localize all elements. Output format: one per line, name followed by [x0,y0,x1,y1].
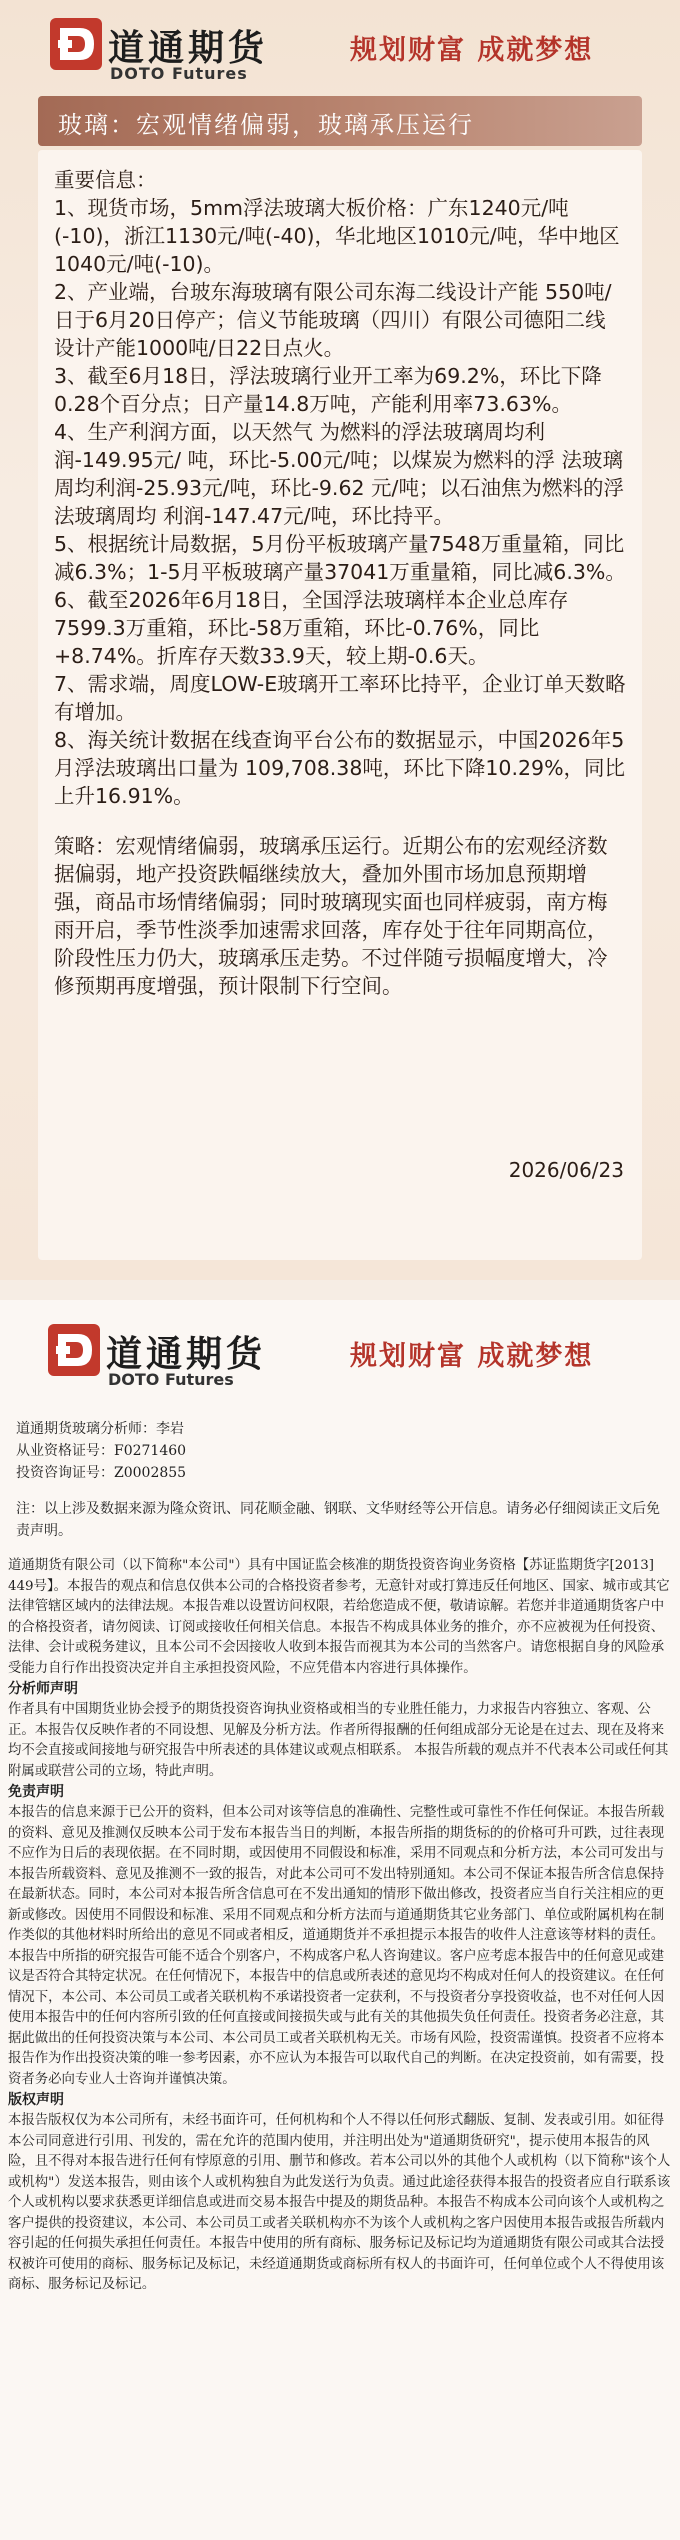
brand-slogan: 规划财富 成就梦想 [350,1341,594,1372]
consult-number: 投资咨询证号：Z0002855 [16,1465,187,1481]
brand-name-cn: 道通期货 [106,1333,267,1375]
brand-name-en: DOTO Futures [110,64,248,83]
info-item: 6、截至2026年6月18日，全国浮法玻璃样本企业总库存7599.3万重箱，环比-58万重箱，环比-0.76%，同比+8.74%。折库存天数33.9天，较上期-0.6天。 [54,588,569,668]
brand-slogan: 规划财富 成就梦想 [350,35,594,66]
license-number: 从业资格证号：F0271460 [16,1443,187,1459]
section-heading: 重要信息： [54,168,157,192]
report-card [38,150,642,1260]
data-source-note: 注：以上涉及数据来源为隆众资讯、同花顺金融、钢联、文华财经等公开信息。请务必仔细阅读正文后免责声明。 [16,1501,660,1539]
info-item: 2、产业端，台玻东海玻璃有限公司东海二线设计产能 550吨/日于6月20日停产；信义节能玻璃（四川）有限公司德阳二线 设计产能1000吨/日22日点火。 [54,280,612,360]
header-2 [0,1300,680,1400]
report-date: 2026/06/23 [508,1158,624,1182]
report-title-bar [38,96,642,146]
info-item: 4、生产利润方面，以天然气 为燃料的浮法玻璃周均利润-149.95元/ 吨，环比-5.00元/吨；以煤炭为燃料的浮 法玻璃周均利润-25.93元/吨，环比-9.62 元/吨；以石油焦为燃料的浮法玻璃周均 利润-147.47元/吨，环比持平。 [54,420,624,528]
report-content [54,166,626,1000]
copyright-body: 本报告版权仅为本公司所有，未经书面许可，任何机构和个人不得以任何形式翻版、复制、发表或引用。如征得本公司同意进行引用、刊发的，需在允许的范围内使用，并注明出处为"道通期货研究"，提示使用本报告的风险，且不得对本报告进行任何有悖原意的引用、删节和修改。若本公司以外的其他个人或机构（以下简称"该个人或机构"）发送本报告，则由该个人或机构独自为此发送行为负责。通过此途径获得本报告的投资者应自行联系该个人或机构以要求获悉更详细信息或进而交易本报告中提及的期货品种。本报告不构成本公司向该个人或机构之客户提供的投资建议，本公司、本公司员工或者关联机构亦不为该个人或机构之客户因使用本报告或报告所载内容引起的任何损失承担任何责任。本报告中使用的所有商标、服务标记及标记均为道通期货有限公司或其合法授权被许可使用的商标、服务标记及标记，未经道通期货或商标所有权人的书面许可，任何单位或个人不得使用该商标、服务标记及标记。 [8,2113,671,2292]
analyst-statement: 作者具有中国期货业协会授予的期货投资咨询执业资格或相当的专业胜任能力，力求报告内容独立、客观、公正。本报告仅反映作者的不同设想、见解及分析方法。作者所得报酬的任何组成部分无论是在过去、现在及将来均不会直接或间接地与研究报告中所表述的具体建议或观点相联系。 本报告所载的观点并不代表本公司或任何其附属或联营公司的立场，特此声明。 [8,1702,669,1779]
disclaimer-heading: 免责声明 [8,1784,64,1800]
header [0,0,680,90]
report-title: 玻璃：宏观情绪偏弱，玻璃承压运行 [58,111,474,139]
info-item: 8、海关统计数据在线查询平台公布的数据显示，中国2026年5月浮法玻璃出口量为 109,708.38吨，环比下降10.29%，同比上升16.91%。 [54,728,626,808]
legal-section [0,1300,680,2540]
disclaimer-body: 本报告的信息来源于已公开的资料，但本公司对该等信息的准确性、完整性或可靠性不作任何保证。本报告所载的资料、意见及推测仅反映本公司于发布本报告当日的判断，本报告所指的期货标的的价格可升可跌，过往表现不应作为日后的表现依据。在不同时期，或因使用不同假设和标准，采用不同观点和分析方法，本公司可发出与本报告所载资料、意见及推测不一致的报告，对此本公司可不发出特别通知。本公司不保证本报告所含信息保持在最新状态。同时，本公司对本报告所含信息可在不发出通知的情形下做出修改，投资者应当自行关注相应的更新或修改。因使用不同假设和标准、采用不同观点和分析方法而与道通期货其它业务部门、单位或附属机构在制作类似的其他材料时所给出的意见不同或者相反，道通期货并不承担提示本报告的收件人注意该等材料的责任。本报告中所指的研究报告可能不适合个别客户，不构成客户私人咨询建议。客户应考虑本报告中的任何意见或建议是否符合其特定状况。在任何情况下，本报告中的信息或所表述的意见均不构成对任何人的投资建议。在任何情况下，本公司、本公司员工或者关联机构不承诺投资者一定获利，不与投资者分享投资收益，也不对任何人因使用本报告中的任何内容所引致的任何直接或间接损失或与此有关的其他损失负任何责任。投资者务必注意，其据此做出的任何投资决策与本公司、本公司员工或者关联机构无关。市场有风险，投资需谨慎。投资者不应将本报告作为作出投资决策的唯一参考因素，亦不应认为本报告可以取代自己的判断。在决定投资前，如有需要，投资者务必向专业人士咨询并谨慎决策。 [8,1805,665,2087]
brand-name-cn: 道通期货 [108,27,269,69]
copyright-heading: 版权声明 [8,2092,64,2108]
doto-logo-icon [50,18,102,70]
strategy-text: 策略：宏观情绪偏弱，玻璃承压运行。近期公布的宏观经济数据偏弱，地产投资跌幅继续放大，叠加外围市场加息预期增强，商品市场情绪偏弱；同时玻璃现实面也同样疲弱，南方梅雨开启，季节性淡季加速需求回落，库存处于往年同期高位，阶段性压力仍大，玻璃承压走势。不过伴随亏损幅度增大，冷修预期再度增强，预计限制下行空间。 [54,834,608,998]
info-item: 1、现货市场，5mm浮法玻璃大板价格：广东1240元/吨(-10)，浙江1130元/吨(-40)，华北地区1010元/吨，华中地区1040元/吨(-10)。 [54,196,620,276]
doto-logo-icon [48,1324,100,1376]
info-item: 3、截至6月18日，浮法玻璃行业开工率为69.2%，环比下降0.28个百分点；日产量14.8万吨，产能利用率73.63%。 [54,364,602,416]
company-intro: 道通期货有限公司（以下简称"本公司"）具有中国证监会核准的期货投资咨询业务资格【苏证监期货字[2013] 449号】。本报告的观点和信息仅供本公司的合格投资者参考，无意针对或打算违反任何地区、国家、城市或其它法律管辖区域内的法律法规。本报告难以设置访问权限，若给您造成不便，敬请谅解。若您并非道通期货客户中的合格投资者，请勿阅读、订阅或接收任何相关信息。本报告不构成具体业务的推介，亦不应被视为任何投资、法律、会计或税务建议，且本公司不会因接收人收到本报告而视其为本公司的当然客户。请您根据自身的风险承受能力自行作出投资决定并自主承担投资风险，不应凭借本内容进行具体操作。 [8,1558,670,1676]
analyst-name: 道通期货玻璃分析师：李岩 [16,1421,184,1437]
brand-name-en: DOTO Futures [108,1370,234,1389]
info-item: 7、需求端，周度LOW-E玻璃开工率环比持平，企业订单天数略有增加。 [54,672,626,724]
analyst-statement-heading: 分析师声明 [8,1681,78,1697]
info-item: 5、根据统计局数据，5月份平板玻璃产量7548万重量箱，同比减6.3%；1-5月平板玻璃产量37041万重量箱，同比减6.3%。 [54,532,626,584]
legal-text [8,1418,672,2296]
